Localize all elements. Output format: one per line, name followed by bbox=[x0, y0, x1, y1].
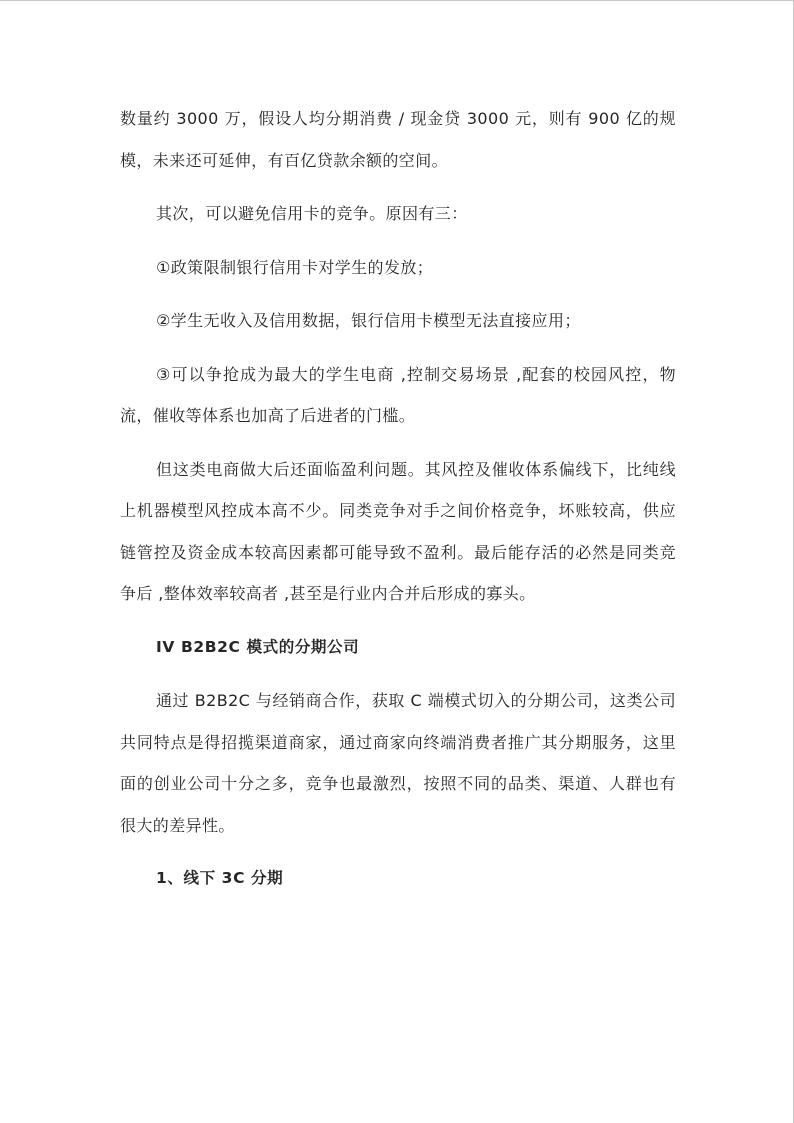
paragraph-reason-3: ③可以争抢成为最大的学生电商 ,控制交易场景 ,配套的校园风控，物流，催收等体系也加高了后进者的门槛。 bbox=[120, 364, 676, 425]
section-heading-b2b2c: IV B2B2C 模式的分期公司 bbox=[156, 637, 360, 656]
paragraph-b2b2c-description: 通过 B2B2C 与经销商合作，获取 C 端模式切入的分期公司，这类公司共同特点是得招揽渠道商家，通过商家向终端消费者推广其分期服务，这里面的创业公司十分之多，竞争也最激烈，按照不同的品类、渠道、人群也有很大的差异性。 bbox=[120, 691, 676, 835]
paragraph-profitability: 但这类电商做大后还面临盈利问题。其风控及催收体系偏线下，比纯线上机器模型风控成本高不少。同类竞争对手之间价格竞争，坏账较高，供应链管控及资金成本较高因素都可能导致不盈利。最后能存活的必然是同类竞争后 ,整体效率较高者 ,甚至是行业内合并后形成的寡头。 bbox=[120, 459, 676, 603]
paragraph-market-size: 数量约 3000 万，假设人均分期消费 / 现金贷 3000 元，则有 900 亿的规模，未来还可延伸，有百亿贷款余额的空间。 bbox=[120, 109, 676, 170]
paragraph-reason-1: ①政策限制银行信用卡对学生的发放； bbox=[156, 257, 434, 277]
document-body bbox=[120, 98, 676, 912]
paragraph-credit-card-competition: 其次，可以避免信用卡的竞争。原因有三： bbox=[156, 204, 468, 223]
paragraph-reason-2: ②学生无收入及信用数据，银行信用卡模型无法直接应用； bbox=[156, 311, 581, 330]
subsection-heading-offline-3c: 1、线下 3C 分期 bbox=[156, 869, 284, 887]
